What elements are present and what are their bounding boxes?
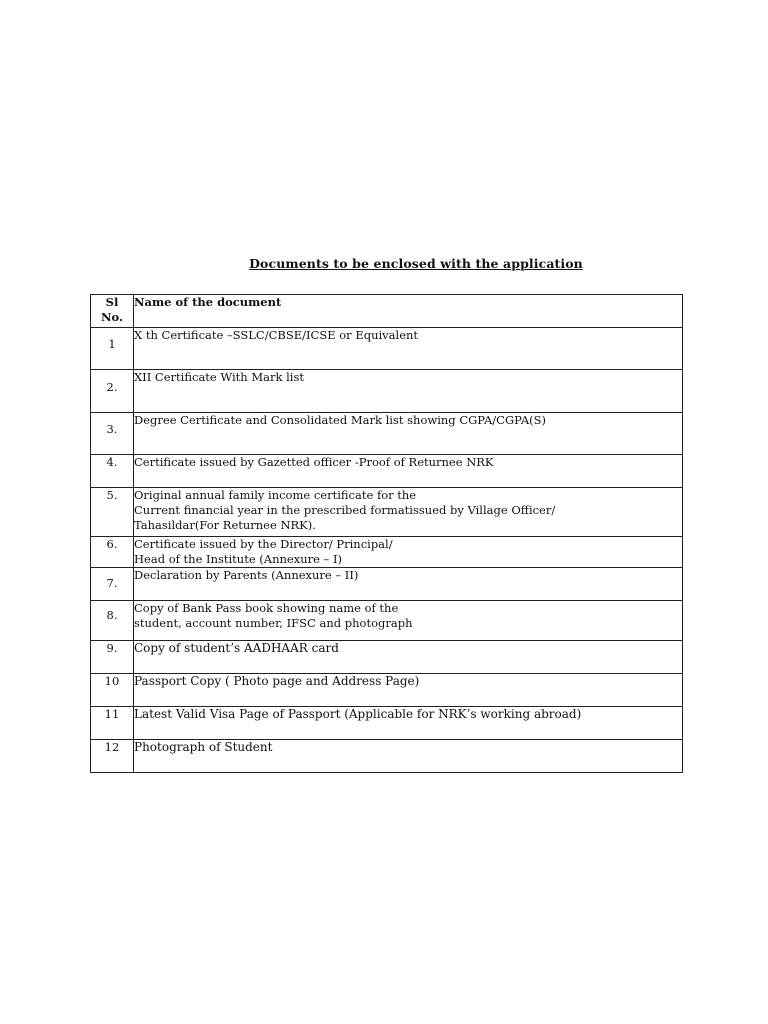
row-document-name: [134, 370, 683, 413]
row-document-name: [134, 488, 683, 537]
row-text-line: Head of the Institute (Annexure – I): [134, 552, 342, 566]
table-row: [91, 674, 683, 707]
row-document-name: [134, 455, 683, 488]
table-row: [91, 707, 683, 740]
row-sl-number: 9.: [91, 641, 134, 674]
document-title: Documents to be enclosed with the application: [249, 256, 583, 271]
row-text-line: Current financial year in the prescribed formatissued by Village Officer/: [134, 503, 556, 517]
row-document-name: [134, 641, 683, 674]
row-text-line: Tahasildar(For Returnee NRK).: [134, 518, 316, 532]
row-sl-number: 3.: [91, 413, 134, 455]
row-text-line: Certificate issued by Gazetted officer -Proof of Returnee NRK: [134, 455, 494, 469]
table-row: [91, 740, 683, 773]
row-text-line: Original annual family income certificate for the: [134, 488, 417, 502]
row-document-name: [134, 601, 683, 641]
row-text-line: XII Certificate With Mark list: [134, 370, 304, 384]
row-sl-number: 1: [91, 328, 134, 370]
row-text-line: Copy of Bank Pass book showing name of the: [134, 601, 399, 615]
row-text-line: Degree Certificate and Consolidated Mark list showing CGPA/CGPA(S): [134, 413, 546, 427]
row-document-name: [134, 413, 683, 455]
row-document-name: [134, 537, 683, 568]
row-text-line: Passport Copy ( Photo page and Address Page): [134, 674, 420, 688]
table-row: [91, 413, 683, 455]
row-text-line: X th Certificate –SSLC/CBSE/ICSE or Equivalent: [134, 328, 419, 342]
header-sl-no: [91, 295, 134, 328]
row-text-line: Certificate issued by the Director/ Principal/: [134, 537, 393, 551]
table-row: [91, 328, 683, 370]
row-text-line: Photograph of Student: [134, 740, 273, 754]
row-sl-number: 8.: [91, 601, 134, 641]
table-row: [91, 568, 683, 601]
row-sl-number: 2.: [91, 370, 134, 413]
table-row: [91, 601, 683, 641]
row-sl-number: 7.: [91, 568, 134, 601]
row-sl-number: 4.: [91, 455, 134, 488]
documents-table: [90, 294, 683, 773]
table-row: [91, 537, 683, 568]
row-document-name: [134, 328, 683, 370]
table-row: [91, 370, 683, 413]
table-header-row: [91, 295, 683, 328]
row-sl-number: 5.: [91, 488, 134, 537]
row-sl-number: 11: [91, 707, 134, 740]
row-text-line: Copy of student’s AADHAAR card: [134, 641, 339, 655]
row-text-line: Latest Valid Visa Page of Passport (Applicable for NRK’s working abroad): [134, 707, 582, 721]
row-sl-number: 6.: [91, 537, 134, 568]
header-document-name: Name of the document: [134, 295, 683, 328]
row-document-name: [134, 674, 683, 707]
table-row: [91, 641, 683, 674]
row-document-name: [134, 568, 683, 601]
table-row: [91, 455, 683, 488]
row-document-name: [134, 707, 683, 740]
table-row: [91, 488, 683, 537]
row-sl-number: 10: [91, 674, 134, 707]
header-no-line: No.: [101, 310, 123, 324]
row-sl-number: 12: [91, 740, 134, 773]
row-text-line: student, account number, IFSC and photograph: [134, 616, 413, 630]
header-sl-line: Sl: [105, 295, 119, 309]
row-document-name: [134, 740, 683, 773]
row-text-line: Declaration by Parents (Annexure – II): [134, 568, 359, 582]
